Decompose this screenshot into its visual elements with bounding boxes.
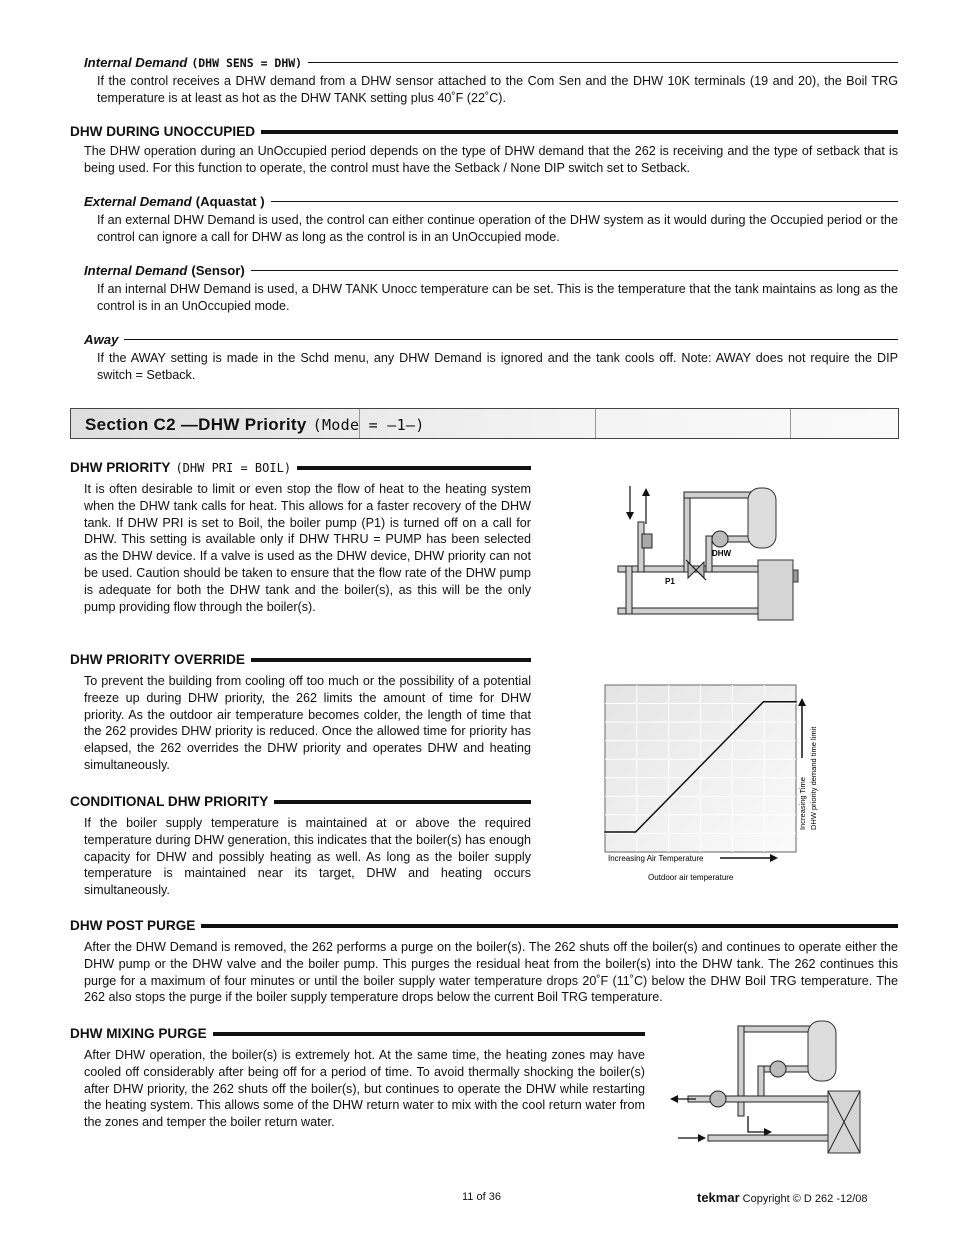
pipe: [626, 566, 632, 614]
dhw-unoccupied-body: The DHW operation during an UnOccupied period depends on the type of DHW demand that the 262 is receiving and the type of setback that is being used. For this function to operate, the control must have the Setback / None DIP switch set to Setback.: [84, 144, 898, 175]
mixing-purge-heading-text: DHW MIXING PURGE: [70, 1026, 207, 1041]
banner-divider: [595, 409, 596, 438]
dhw-pump-icon: [770, 1061, 786, 1077]
internal-demand-title: Internal Demand: [84, 55, 188, 70]
pipe: [738, 1026, 818, 1032]
mixing-purge-body: After DHW operation, the boiler(s) is extremely hot. At the same time, the heating zones may have cooled off considerably after being off for a period of time. To avoid thermally shocking the boiler(s) after DHW priority, the 262 shuts off the boiler(s), but continues to operate the DHW while restarting the heating system. This allows some of the DHW return water to mix with the cool return water from the zones and temper the boiler return water.: [84, 1048, 645, 1130]
post-purge-heading: [70, 918, 898, 933]
pipe: [684, 492, 690, 572]
chart-point: [763, 701, 765, 703]
dhw-tank: [808, 1021, 836, 1081]
y-arrow-head: [798, 698, 806, 706]
dhw-priority-piping-diagram: [608, 482, 838, 622]
away-subheading: [84, 332, 898, 347]
external-demand-title: External Demand: [84, 194, 192, 209]
mixing-purge-piping-diagram: [668, 1016, 868, 1156]
priority-override-heading-text: DHW PRIORITY OVERRIDE: [70, 652, 245, 667]
internal-demand-sensor-subheading: [84, 263, 898, 278]
heading-bar: [213, 1032, 645, 1036]
heading-bar: [251, 658, 531, 662]
dhw-unoccupied-heading-text: DHW DURING UNOCCUPIED: [70, 124, 256, 139]
pipe: [708, 1135, 838, 1141]
internal-demand-subheading: [84, 55, 898, 70]
priority-override-body: To prevent the building from cooling off too much or the possibility of a potential freeze up during DHW priority, the 262 limits the amount of time for DHW priority. As the outdoor air temperature becomes colder, the length of time that the 262 provides DHW priority is reduced. Once the allowed time for priority has elapsed, the 262 overrides the DHW priority and operates DHW and heating simultaneously.: [84, 674, 531, 772]
dhw-priority-code: (DHW PRI = BOIL): [175, 460, 292, 475]
away-title: Away: [84, 332, 119, 347]
p1-label: P1: [665, 577, 675, 586]
section-mode: (Mode = —1—): [312, 416, 425, 434]
conditional-priority-heading: [70, 794, 531, 809]
heading-bar: [261, 130, 898, 134]
chart-point: [604, 831, 606, 833]
page-number: 11 of 36: [462, 1191, 501, 1203]
internal-demand-sensor-code: (Sensor): [191, 263, 245, 278]
dhw-pump-icon: [712, 531, 728, 547]
pipe: [684, 492, 754, 498]
copyright-text: Copyright © D 262 -12/08: [742, 1193, 868, 1205]
arrow-head: [670, 1095, 678, 1103]
subheading-rule: [124, 339, 898, 340]
x-arrow-head: [770, 854, 778, 862]
chart-xlabel: Increasing Air Temperature: [608, 854, 704, 863]
dhw-priority-heading-text: DHW PRIORITY: [70, 460, 171, 475]
chart-point: [795, 701, 797, 703]
dhw-tank: [748, 488, 776, 548]
dhw-unoccupied-heading: [70, 124, 898, 139]
internal-demand-sensor-title: Internal Demand: [84, 263, 188, 278]
section-title: [85, 415, 425, 435]
boiler: [758, 560, 793, 620]
post-purge-heading-text: DHW POST PURGE: [70, 918, 196, 933]
internal-demand-code: (DHW SENS = DHW): [191, 55, 303, 70]
heading-bar: [297, 466, 531, 470]
dhw-priority-body: It is often desirable to limit or even stop the flow of heat to the heating system when the DHW tank calls for heat. This allows for a faster recovery of the DHW tank. If DHW PRI is set to Boil, the boiler pump (P1) is turned off on a call for DHW. This setting is available only if DHW THRU = PUMP has been selected as the DHW device. If a valve is used as the DHW device, DHW priority can not be used. Caution should be taken to ensure that the flow rate of the DHW pump is adequate for both the DHW tank and the boiler(s), as this will be the only pump providing flow through the boiler(s).: [84, 482, 531, 614]
post-purge-body: After the DHW Demand is removed, the 262 performs a purge on the boiler(s). The 262 shuts off the boiler(s) and continues to operate either the DHW pump or the DHW valve and the boiler pump. This purges the residual heat from the boiler(s) into the DHW tank. The 262 continues this purge for a maximum of four minutes or until the boiler supply water temperature drops 20˚F (11˚C) below the DHW Boil TRG temperature. The 262 also stops the purge if the boiler supply temperature drops below the current Boil TRG temperature.: [84, 940, 898, 1005]
section-c2-banner: [70, 408, 899, 439]
internal-demand-body: If the control receives a DHW demand from a DHW sensor attached to the Com Sen and the DHW 10K terminals (19 and 20), the Boil TRG temperature is at least as hot as the DHW TANK setting plus 40˚F (22˚C).: [97, 74, 898, 105]
heading-bar: [201, 924, 898, 928]
mixing-valve-icon: [642, 534, 652, 548]
subheading-rule: [251, 270, 898, 271]
pipe: [618, 608, 768, 614]
tekmar-logo: tekmar: [697, 1190, 740, 1205]
external-demand-body: If an external DHW Demand is used, the control can either continue operation of the DHW system as it would during the Occupied period or the control can ignore a call for DHW as long as the control is in an UnOccupied mode.: [97, 213, 898, 244]
priority-override-heading: [70, 652, 531, 667]
banner-divider: [359, 409, 360, 438]
mixing-purge-heading: [70, 1026, 645, 1041]
arrow-head: [698, 1134, 706, 1142]
dhw-priority-heading: [70, 460, 531, 475]
chart-ylabel2: DHW priority demand time limit: [809, 726, 818, 830]
conditional-priority-heading-text: CONDITIONAL DHW PRIORITY: [70, 794, 269, 809]
heading-bar: [274, 800, 531, 804]
banner-divider: [790, 409, 791, 438]
conditional-priority-body: If the boiler supply temperature is maintained at or above the required temperature during DHW generation, this indicates that the boiler(s) has enough capacity for DHW and possibly heating as well. As long as the boiler supply temperature is maintained near its target, DHW and heating occurs simultaneously.: [84, 816, 531, 898]
chart-ylabel: Increasing Time: [798, 777, 807, 830]
external-demand-code: (Aquastat ): [195, 194, 265, 209]
priority-time-limit-chart: [600, 680, 840, 890]
external-demand-subheading: [84, 194, 898, 209]
arrow-head: [642, 488, 650, 496]
arrow-head: [626, 512, 634, 520]
chart-point: [635, 831, 637, 833]
subheading-rule: [308, 62, 898, 63]
dhw-label: DHW: [712, 549, 732, 558]
away-body: If the AWAY setting is made in the Schd menu, any DHW Demand is ignored and the tank cools off. Note: AWAY does not require the DIP switch = Setback.: [97, 351, 898, 382]
subheading-rule: [271, 201, 898, 202]
boiler-control: [793, 570, 798, 582]
footer-copyright-block: [697, 1190, 868, 1205]
system-pump-icon: [710, 1091, 726, 1107]
internal-demand-sensor-body: If an internal DHW Demand is used, a DHW TANK Unocc temperature can be set. This is the temperature that the tank maintains as long as the control is in an UnOccupied mode.: [97, 282, 898, 313]
chart-xlabel2: Outdoor air temperature: [648, 873, 734, 882]
section-title-text: Section C2 —DHW Priority: [85, 415, 307, 434]
